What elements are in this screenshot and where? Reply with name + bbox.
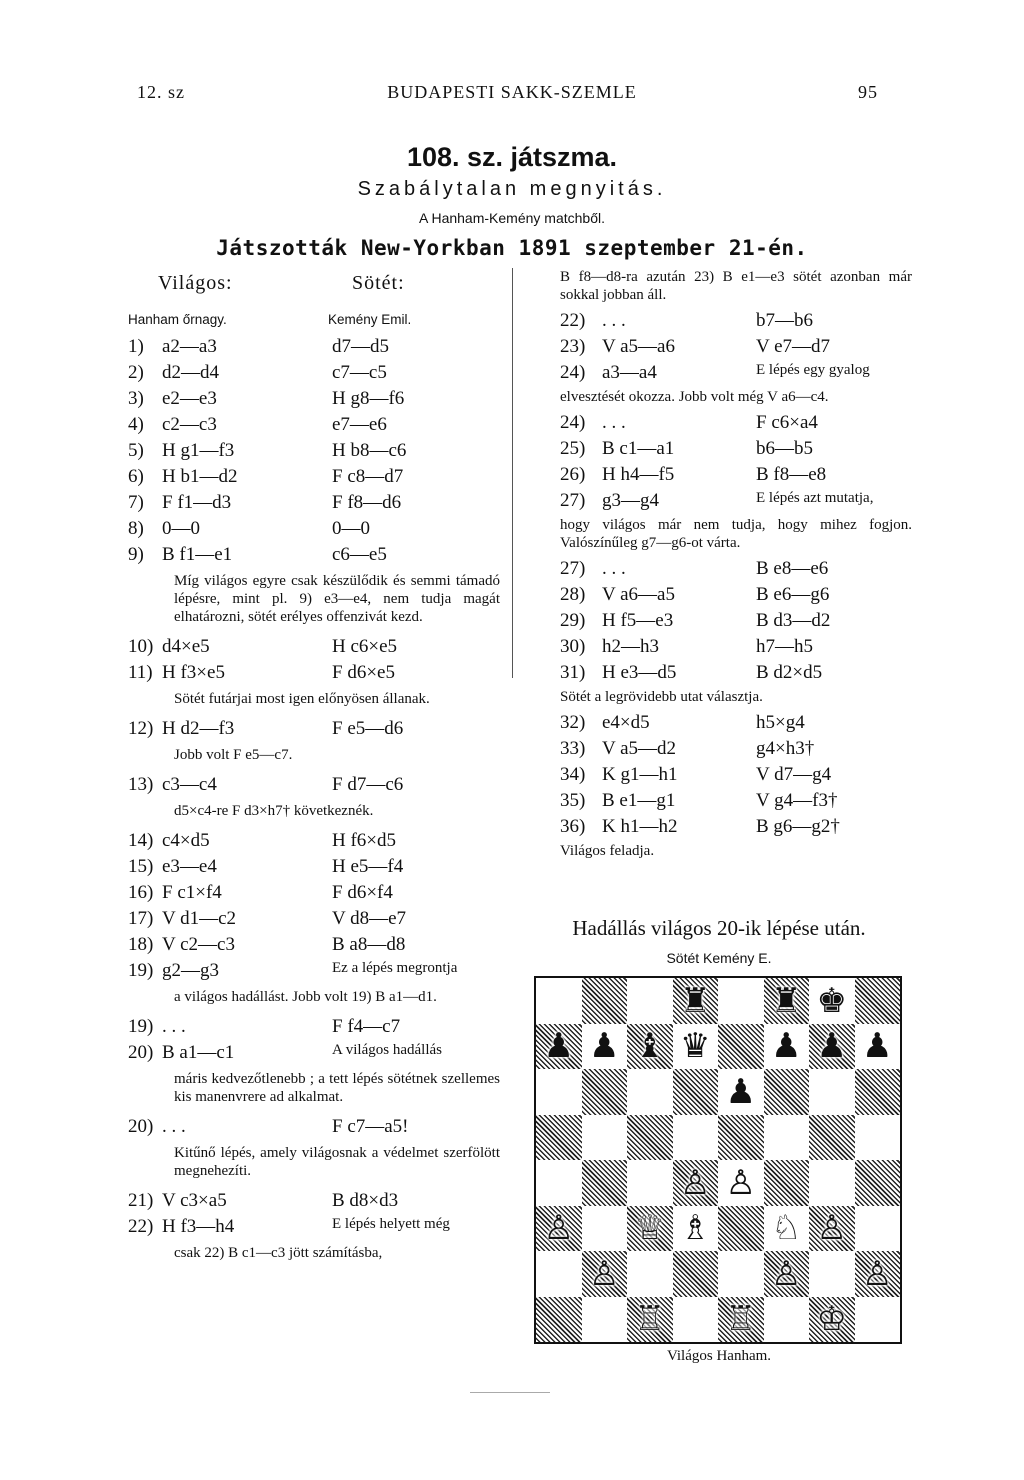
game-title: 108. sz. játszma. [406,142,618,172]
move-row [128,636,500,662]
move-number: 1) [128,336,144,357]
move-number: 19) [128,1016,154,1037]
move-row [128,830,500,856]
move-row [128,518,500,544]
black-player-name: Kemény Emil. [328,312,412,327]
move-row [560,712,912,738]
move-number: 21) [128,1190,154,1211]
board-square [764,1206,810,1252]
black-column-heading: Sötét: [352,272,405,294]
black-move: e7—e6 [332,414,387,435]
annotation-note: máris kedvezőtlenebb ; a tett lépés sötétnek szellemes kis manenvrere ad alkalmat. [174,1071,500,1105]
black-move: B e8—e6 [756,558,829,579]
black-move: h5×g4 [756,712,805,733]
move-number: 10) [128,636,154,657]
chess-piece: ♛ [680,1026,711,1067]
white-column-heading: Világos: [158,272,233,294]
move-row [128,1016,500,1042]
board-square [582,1069,628,1115]
white-move: c4×d5 [162,830,210,851]
move-number: 23) [560,336,586,357]
inline-comment: Ez a lépés megrontja [332,960,458,976]
board-square [673,1024,719,1070]
black-move: B d3—d2 [756,610,831,631]
black-move: g4×h3† [756,738,815,759]
move-row [560,558,912,584]
black-move: H f6×d5 [332,830,397,851]
black-move: H g8—f6 [332,388,405,409]
move-row [560,636,912,662]
move-number: 6) [128,466,144,487]
move-number: 2) [128,362,144,383]
move-number: 24) [560,412,586,433]
black-move: F d6×e5 [332,662,395,683]
move-row [128,466,500,492]
board-square [673,1160,719,1206]
move-number: 29) [560,610,586,631]
move-number: 30) [560,636,586,657]
chess-piece: ♙ [725,1162,756,1203]
black-move: b7—b6 [756,310,813,331]
board-square [855,978,901,1024]
board-square [627,1160,673,1206]
board-square [536,1115,582,1161]
move-row [560,816,912,842]
board-square [718,1251,764,1297]
move-row [560,764,912,790]
black-move: d7—d5 [332,336,389,357]
board-square [855,1069,901,1115]
board-square [809,1160,855,1206]
black-move: F d6×f4 [332,882,393,903]
inline-comment: E lépés azt mutatja, [756,490,874,506]
white-move: h2—h3 [602,636,659,657]
column-divider [512,268,513,678]
header-journal: BUDAPESTI SAKK-SZEMLE [387,82,637,102]
chess-piece: ♙ [680,1162,711,1203]
move-number: 20) [128,1042,154,1063]
move-number: 22) [128,1216,154,1237]
move-row [560,464,912,490]
move-row [560,310,912,336]
board-square [536,1297,582,1343]
black-move: F c7—a5! [332,1116,409,1137]
inline-comment: E lépés helyett még [332,1216,450,1232]
move-number: 3) [128,388,144,409]
move-row [128,414,500,440]
diagram-white-label: Világos Hanham. [666,1348,772,1364]
played-info: Játszották New-Yorkban 1891 szeptember 21-én. [216,236,808,260]
white-move: . . . [162,1016,186,1037]
chess-piece: ♜ [771,980,802,1021]
opening-name: Szabálytalan megnyitás. [357,178,667,200]
black-move: B d2×d5 [756,662,823,683]
move-number: 15) [128,856,154,877]
board-square [764,1115,810,1161]
move-row [128,856,500,882]
board-square [764,1297,810,1343]
black-move: V d8—e7 [332,908,407,929]
black-move: F f8—d6 [332,492,402,513]
chess-piece: ♙ [543,1208,574,1249]
move-row [560,790,912,816]
board-square [582,1115,628,1161]
white-move: e4×d5 [602,712,650,733]
black-move: F f4—c7 [332,1016,401,1037]
black-move: c6—e5 [332,544,387,565]
black-move: F e5—d6 [332,718,404,739]
chess-piece: ♙ [771,1253,802,1294]
board-square [809,1206,855,1252]
move-row [128,934,500,960]
move-row [560,738,912,764]
chess-piece: ♙ [589,1253,620,1294]
chess-piece: ♟ [725,1071,756,1112]
white-move: V a5—d2 [602,738,677,759]
board-square [718,1115,764,1161]
board-square [536,1024,582,1070]
board-square [718,1160,764,1206]
move-row [128,544,500,570]
white-move: H b1—d2 [162,466,238,487]
board-square [582,1160,628,1206]
annotation-note: Sötét futárjai most igen előnyösen állanak. [174,691,430,707]
board-square [673,1069,719,1115]
black-move: V d7—g4 [756,764,832,785]
annotation-note: elvesztését okozza. Jobb volt még V a6—c4. [560,389,829,405]
white-move: c2—c3 [162,414,217,435]
move-number: 27) [560,558,586,579]
annotation-note: Kitűnő lépés, amely világosnak a védelmet szerfölött megnehezíti. [174,1145,500,1179]
board-square [809,978,855,1024]
white-move: B e1—g1 [602,790,676,811]
chess-piece: ♖ [725,1299,756,1340]
move-row [128,718,500,744]
move-number: 13) [128,774,154,795]
board-square [627,1069,673,1115]
white-move: . . . [162,1116,186,1137]
move-number: 4) [128,414,144,435]
white-move: H f3—h4 [162,1216,235,1237]
board-square [673,978,719,1024]
annotation-note: Jobb volt F e5—c7. [174,747,293,763]
annotation-note: hogy világos már nem tudja, hogy mihez fogjon. Valószínűleg g7—g6-ot várta. [560,517,912,551]
board-square [536,978,582,1024]
white-move: e2—e3 [162,388,217,409]
right-moves-column [560,268,912,866]
move-row [560,336,912,362]
board-square [536,1160,582,1206]
chess-piece: ♟ [862,1026,893,1067]
white-move: d2—d4 [162,362,219,383]
chess-piece: ♝ [634,1026,665,1067]
inline-comment: A világos hadállás [332,1042,442,1058]
move-row [128,1042,500,1068]
move-number: 22) [560,310,586,331]
black-move: H c6×e5 [332,636,398,657]
board-square [855,1024,901,1070]
white-move: V a6—a5 [602,584,675,605]
move-row [128,492,500,518]
move-row [560,662,912,688]
black-move: h7—h5 [756,636,813,657]
chess-piece: ♚ [816,980,847,1021]
move-number: 28) [560,584,586,605]
move-number: 27) [560,490,586,511]
black-move: B a8—d8 [332,934,406,955]
board-square [627,1115,673,1161]
annotation-note: B f8—d8-ra azután 23) B e1—e3 sötét azonban már sokkal jobban áll. [560,269,912,303]
board-square [718,1297,764,1343]
white-move: H d2—f3 [162,718,235,739]
chess-piece: ♟ [816,1026,847,1067]
chess-piece: ♘ [771,1208,802,1249]
white-move: H h4—f5 [602,464,675,485]
board-square [582,978,628,1024]
chess-piece: ♗ [680,1208,711,1249]
board-square [582,1024,628,1070]
annotation-note: Sötét a legrövidebb utat választja. [560,689,763,705]
white-move: V c3×a5 [162,1190,227,1211]
white-move: a3—a4 [602,362,657,383]
white-move: 0—0 [162,518,200,539]
board-square [718,978,764,1024]
board-square [673,1251,719,1297]
chess-piece: ♕ [634,1208,665,1249]
board-square [718,1069,764,1115]
black-move: F c8—d7 [332,466,404,487]
board-square [627,978,673,1024]
annotation-note: d5×c4-re F d3×h7† következnék. [174,803,374,819]
annotation-note: csak 22) B c1—c3 jött számításba, [174,1245,383,1261]
white-move: g2—g3 [162,960,219,981]
black-move: B f8—e8 [756,464,827,485]
chess-piece: ♖ [634,1299,665,1340]
board-square [809,1069,855,1115]
move-number: 36) [560,816,586,837]
black-move: V e7—d7 [756,336,831,357]
board-square [582,1251,628,1297]
move-row [560,438,912,464]
annotation-note: a világos hadállást. Jobb volt 19) B a1—d1. [174,989,437,1005]
white-move: . . . [602,558,626,579]
move-row [128,1190,500,1216]
white-move: B f1—e1 [162,544,233,565]
move-number: 35) [560,790,586,811]
white-move: g3—g4 [602,490,659,511]
move-row [560,610,912,636]
move-number: 16) [128,882,154,903]
white-move: B c1—a1 [602,438,675,459]
move-number: 19) [128,960,154,981]
annotation-note: Míg világos egyre csak készülődik és semmi támadó lépésre, mint pl. 9) e3—e4, nem tudja magát elhatározni, sötét erélyes offenzivát kezd. [174,573,500,625]
board-square [855,1206,901,1252]
move-number: 12) [128,718,154,739]
white-move: d4×e5 [162,636,210,657]
move-number: 7) [128,492,144,513]
move-row [128,908,500,934]
board-square [582,1206,628,1252]
move-number: 34) [560,764,586,785]
board-square [809,1115,855,1161]
inline-comment: E lépés egy gyalog [756,362,870,378]
black-move: B d8×d3 [332,1190,399,1211]
white-move: V a5—a6 [602,336,675,357]
move-row [128,774,500,800]
board-square [764,1160,810,1206]
chess-piece: ♔ [816,1299,847,1340]
white-move: . . . [602,310,626,331]
annotation-note: Világos feladja. [560,843,655,859]
white-move: H f3×e5 [162,662,225,683]
black-move: 0—0 [332,518,370,539]
board-square [536,1206,582,1252]
move-row [128,960,500,986]
black-move: H b8—c6 [332,440,407,461]
board-square [855,1251,901,1297]
header-page-number: 95 [858,82,878,102]
move-row [128,1216,500,1242]
move-number: 20) [128,1116,154,1137]
black-move: B e6—g6 [756,584,830,605]
move-row [128,882,500,908]
move-number: 14) [128,830,154,851]
board-square [627,1251,673,1297]
board-square [809,1024,855,1070]
board-square [764,1069,810,1115]
move-row [560,584,912,610]
board-square [536,1069,582,1115]
white-player-name: Hanham őrnagy. [128,312,227,327]
left-moves-column [128,336,500,1272]
move-number: 18) [128,934,154,955]
move-number: 31) [560,662,586,683]
white-move: K h1—h2 [602,816,678,837]
chess-piece: ♙ [816,1208,847,1249]
board-square [627,1206,673,1252]
chess-piece: ♙ [862,1253,893,1294]
move-row [560,412,912,438]
move-number: 5) [128,440,144,461]
move-row [128,440,500,466]
white-move: . . . [602,412,626,433]
white-move: c3—c4 [162,774,217,795]
header-issue: 12. sz [137,82,185,102]
white-move: F f1—d3 [162,492,232,513]
board-square [764,1251,810,1297]
black-move: b6—b5 [756,438,813,459]
footer-rule [470,1392,550,1393]
white-move: V c2—c3 [162,934,235,955]
board-square [718,1024,764,1070]
move-number: 32) [560,712,586,733]
white-move: F c1×f4 [162,882,222,903]
board-square [718,1206,764,1252]
move-number: 24) [560,362,586,383]
white-move: V d1—c2 [162,908,237,929]
white-move: e3—e4 [162,856,217,877]
chess-piece: ♜ [680,980,711,1021]
chess-piece: ♟ [771,1026,802,1067]
board-square [764,1024,810,1070]
board-square [764,978,810,1024]
move-number: 9) [128,544,144,565]
black-move: F d7—c6 [332,774,404,795]
board-square [855,1297,901,1343]
move-number: 8) [128,518,144,539]
black-move: B g6—g2† [756,816,840,837]
move-row [560,490,912,516]
move-row [128,1116,500,1142]
white-move: a2—a3 [162,336,217,357]
board-square [809,1251,855,1297]
white-move: K g1—h1 [602,764,678,785]
diagram-black-label: Sötét Kemény E. [666,950,772,966]
move-row [128,662,500,688]
move-number: 26) [560,464,586,485]
white-move: H f5—e3 [602,610,674,631]
move-number: 25) [560,438,586,459]
board-square [855,1115,901,1161]
black-move: H e5—f4 [332,856,404,877]
board-square [855,1160,901,1206]
board-square [673,1115,719,1161]
white-move: H e3—d5 [602,662,677,683]
match-source: A Hanham-Kemény matchből. [419,210,605,226]
move-number: 11) [128,662,153,683]
black-move: c7—c5 [332,362,387,383]
black-move: F c6×a4 [756,412,818,433]
move-row [560,362,912,388]
board-square [627,1297,673,1343]
board-square [536,1251,582,1297]
move-row [128,388,500,414]
move-number: 17) [128,908,154,929]
chess-board [534,976,902,1344]
board-square [673,1297,719,1343]
white-move: B a1—c1 [162,1042,235,1063]
board-square [809,1297,855,1343]
move-row [128,362,500,388]
move-row [128,336,500,362]
move-number: 33) [560,738,586,759]
board-square [582,1297,628,1343]
board-square [627,1024,673,1070]
chess-piece: ♟ [589,1026,620,1067]
chess-piece: ♟ [543,1026,574,1067]
black-move: V g4—f3† [756,790,838,811]
diagram-title: Hadállás világos 20-ik lépése után. [572,916,866,940]
white-move: H g1—f3 [162,440,235,461]
board-square [673,1206,719,1252]
